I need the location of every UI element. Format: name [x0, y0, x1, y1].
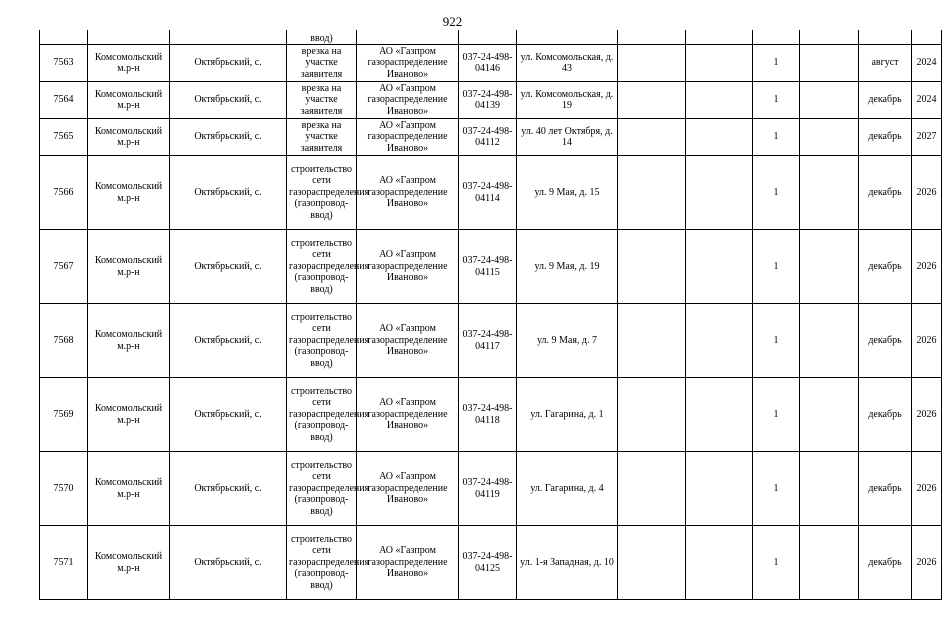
cell-empty: [686, 156, 753, 230]
cell-year: 2026: [912, 156, 942, 230]
cell-address: ул. 9 Мая, д. 15: [517, 156, 618, 230]
cell-district: Комсомольский м.р-н: [88, 230, 170, 304]
cell-empty: [357, 30, 459, 45]
cell-quantity: 1: [753, 452, 800, 526]
cell-year: 2026: [912, 378, 942, 452]
cell-district: Комсомольский м.р-н: [88, 452, 170, 526]
cell-settlement: Октябрьский, с.: [170, 304, 287, 378]
cell-empty: [618, 526, 686, 600]
cell-work-type: врезка на участке заявителя: [287, 82, 357, 119]
cell-work-type: строительство сети газораспределения (газопровод-ввод): [287, 304, 357, 378]
cell-month: декабрь: [859, 378, 912, 452]
cell-empty: [618, 452, 686, 526]
cell-empty: [800, 30, 859, 45]
cell-number: 7565: [40, 119, 88, 156]
cell-district: Комсомольский м.р-н: [88, 45, 170, 82]
cell-year: 2026: [912, 452, 942, 526]
cell-number: 7568: [40, 304, 88, 378]
cell-empty: [800, 230, 859, 304]
table-row: [40, 156, 942, 230]
cell-code: 037-24-498-04112: [459, 119, 517, 156]
cell-empty: [686, 119, 753, 156]
cell-empty: [800, 452, 859, 526]
cell-empty: [618, 45, 686, 82]
cell-empty: [618, 378, 686, 452]
cell-settlement: Октябрьский, с.: [170, 119, 287, 156]
cell-empty: [800, 378, 859, 452]
table-row: [40, 452, 942, 526]
cell-quantity: 1: [753, 119, 800, 156]
cell-work-type: врезка на участке заявителя: [287, 45, 357, 82]
table-row: [40, 82, 942, 119]
cell-district: Комсомольский м.р-н: [88, 156, 170, 230]
cell-code: 037-24-498-04118: [459, 378, 517, 452]
cell-month: декабрь: [859, 156, 912, 230]
cell-settlement: Октябрьский, с.: [170, 230, 287, 304]
cell-number: 7571: [40, 526, 88, 600]
cell-empty: [517, 30, 618, 45]
cell-quantity: 1: [753, 82, 800, 119]
cell-operator: АО «Газпром газораспределение Иваново»: [357, 378, 459, 452]
cell-month: декабрь: [859, 119, 912, 156]
cell-address: ул. Комсомольская, д. 43: [517, 45, 618, 82]
cell-settlement: Октябрьский, с.: [170, 452, 287, 526]
cell-quantity: 1: [753, 156, 800, 230]
cell-code: 037-24-498-04115: [459, 230, 517, 304]
cell-empty: [170, 30, 287, 45]
cell-operator: АО «Газпром газораспределение Иваново»: [357, 82, 459, 119]
cell-empty: [686, 30, 753, 45]
cell-number: 7569: [40, 378, 88, 452]
cell-empty: [686, 452, 753, 526]
cell-quantity: 1: [753, 526, 800, 600]
cell-year: 2026: [912, 304, 942, 378]
cell-work-type: строительство сети газораспределения (газопровод-ввод): [287, 378, 357, 452]
cell-empty: [618, 230, 686, 304]
cell-district: Комсомольский м.р-н: [88, 304, 170, 378]
cell-code: 037-24-498-04114: [459, 156, 517, 230]
cell-district: Комсомольский м.р-н: [88, 82, 170, 119]
cell-code: 037-24-498-04146: [459, 45, 517, 82]
cell-quantity: 1: [753, 378, 800, 452]
cell-empty: [618, 30, 686, 45]
cell-number: 7567: [40, 230, 88, 304]
cell-operator: АО «Газпром газораспределение Иваново»: [357, 230, 459, 304]
cell-empty: [800, 156, 859, 230]
cell-empty: [686, 526, 753, 600]
cell-settlement: Октябрьский, с.: [170, 378, 287, 452]
cell-operator: АО «Газпром газораспределение Иваново»: [357, 156, 459, 230]
cell-quantity: 1: [753, 304, 800, 378]
cell-empty: [686, 378, 753, 452]
cell-empty: [800, 45, 859, 82]
cell-empty: [459, 30, 517, 45]
cell-empty: [88, 30, 170, 45]
cell-work-type: ввод): [287, 30, 357, 45]
cell-operator: АО «Газпром газораспределение Иваново»: [357, 304, 459, 378]
cell-empty: [859, 30, 912, 45]
cell-month: декабрь: [859, 230, 912, 304]
cell-code: 037-24-498-04119: [459, 452, 517, 526]
cell-empty: [800, 82, 859, 119]
table-row: [40, 45, 942, 82]
cell-work-type: строительство сети газораспределения (газопровод-ввод): [287, 526, 357, 600]
cell-operator: АО «Газпром газораспределение Иваново»: [357, 119, 459, 156]
cell-address: ул. 9 Мая, д. 7: [517, 304, 618, 378]
table-row: [40, 230, 942, 304]
cell-operator: АО «Газпром газораспределение Иваново»: [357, 45, 459, 82]
cell-number: 7564: [40, 82, 88, 119]
table-row: [40, 378, 942, 452]
cell-address: ул. Комсомольская, д. 19: [517, 82, 618, 119]
cell-operator: АО «Газпром газораспределение Иваново»: [357, 452, 459, 526]
cell-address: ул. 9 Мая, д. 19: [517, 230, 618, 304]
page-number: 922: [442, 14, 463, 29]
cell-number: 7566: [40, 156, 88, 230]
cell-month: декабрь: [859, 526, 912, 600]
cell-district: Комсомольский м.р-н: [88, 378, 170, 452]
cell-quantity: 1: [753, 45, 800, 82]
cell-code: 037-24-498-04139: [459, 82, 517, 119]
cell-empty: [912, 30, 942, 45]
cell-year: 2024: [912, 45, 942, 82]
cell-month: декабрь: [859, 82, 912, 119]
cell-code: 037-24-498-04125: [459, 526, 517, 600]
cell-empty: [800, 304, 859, 378]
cell-number: 7570: [40, 452, 88, 526]
table-row: [40, 304, 942, 378]
cell-operator: АО «Газпром газораспределение Иваново»: [357, 526, 459, 600]
cell-district: Комсомольский м.р-н: [88, 119, 170, 156]
table-row: [40, 526, 942, 600]
cell-empty: [40, 30, 88, 45]
cell-settlement: Октябрьский, с.: [170, 156, 287, 230]
cell-year: 2026: [912, 230, 942, 304]
cell-empty: [686, 304, 753, 378]
cell-month: август: [859, 45, 912, 82]
cell-empty: [753, 30, 800, 45]
cell-year: 2026: [912, 526, 942, 600]
cell-empty: [618, 82, 686, 119]
registry-table: [39, 30, 942, 600]
cell-empty: [800, 526, 859, 600]
cell-empty: [686, 82, 753, 119]
cell-empty: [618, 119, 686, 156]
cell-quantity: 1: [753, 230, 800, 304]
cell-year: 2027: [912, 119, 942, 156]
cell-empty: [686, 45, 753, 82]
cell-settlement: Октябрьский, с.: [170, 45, 287, 82]
cell-address: ул. Гагарина, д. 4: [517, 452, 618, 526]
cell-month: декабрь: [859, 304, 912, 378]
cell-empty: [686, 230, 753, 304]
cell-work-type: строительство сети газораспределения (газопровод-ввод): [287, 156, 357, 230]
cell-code: 037-24-498-04117: [459, 304, 517, 378]
cell-year: 2024: [912, 82, 942, 119]
table-row-continued: [40, 30, 942, 45]
cell-empty: [618, 156, 686, 230]
cell-address: ул. 40 лет Октября, д. 14: [517, 119, 618, 156]
cell-settlement: Октябрьский, с.: [170, 526, 287, 600]
cell-district: Комсомольский м.р-н: [88, 526, 170, 600]
cell-work-type: врезка на участке заявителя: [287, 119, 357, 156]
cell-address: ул. Гагарина, д. 1: [517, 378, 618, 452]
cell-work-type: строительство сети газораспределения (газопровод-ввод): [287, 452, 357, 526]
cell-work-type: строительство сети газораспределения (газопровод-ввод): [287, 230, 357, 304]
cell-address: ул. 1-я Западная, д. 10: [517, 526, 618, 600]
table-row: [40, 119, 942, 156]
cell-empty: [618, 304, 686, 378]
cell-number: 7563: [40, 45, 88, 82]
cell-settlement: Октябрьский, с.: [170, 82, 287, 119]
cell-empty: [800, 119, 859, 156]
cell-month: декабрь: [859, 452, 912, 526]
